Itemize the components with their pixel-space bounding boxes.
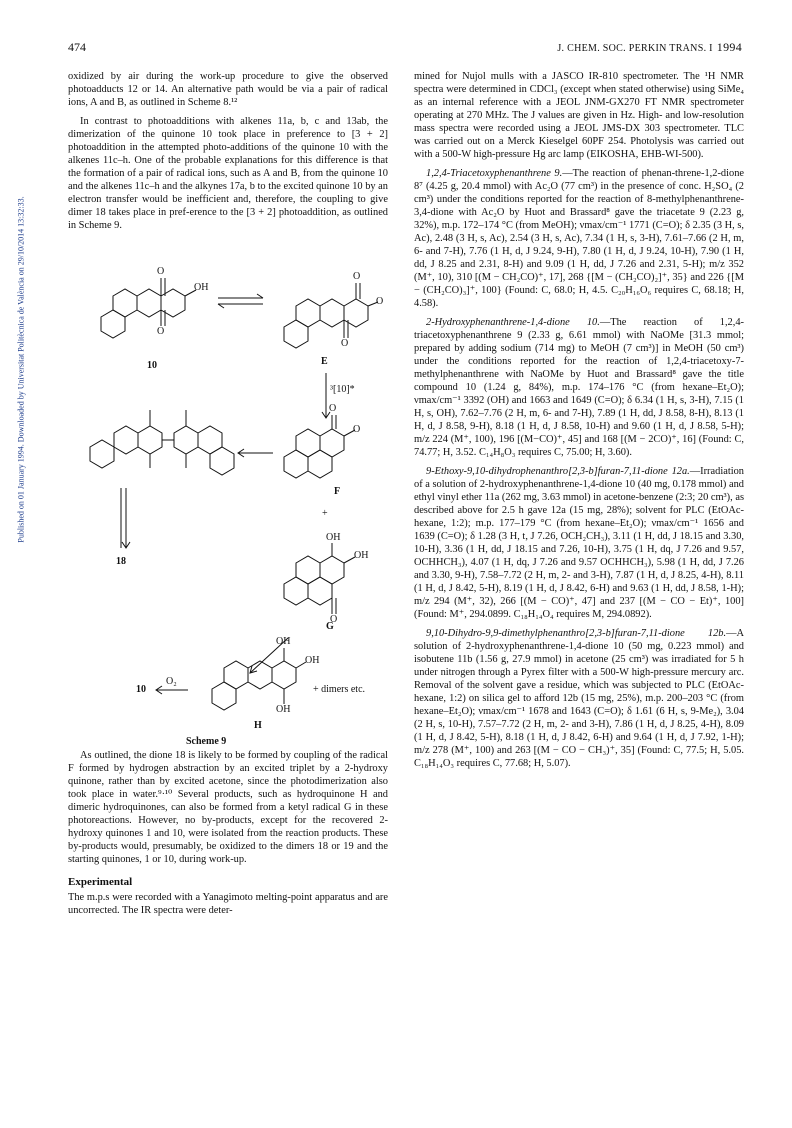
- left-column-bottom: [68, 749, 388, 923]
- oh-10: OH: [194, 282, 209, 293]
- label-G: G: [326, 621, 334, 632]
- oh-H-right: OH: [305, 655, 320, 666]
- oh-G-top: OH: [326, 532, 341, 543]
- o-10-top: O: [157, 266, 165, 277]
- o-F-right: O: [353, 424, 361, 435]
- compound-10-body: —The reaction of 1,2,4-triacetoxyphenanthrene 9 (2.33 g, 6.61 mmol) with NaOMe [31.3 mmol; prepared by adding sodium (714 mg) to MeOH (7 cm³)] in MeOH (50 cm³) under the conditions reported for the reaction of 1,2,4-triacetoxy-7-methylphenanthrene with NaOMe by Huot and Brassard⁸ gave the title compound 10 (1.24 g, 84%), m.p. 174–176 °C (from hexane–Et₂O); νmax/cm⁻¹ 3392 (OH) and 1663 and 1649 (C=O); δ 6.34 (1 H, s, 3-H), 7.15 (1 H, s, OH), 7.62–7.76 (2 H, m, 6- and 7-H), 7.89 (1 H, dd, J 8.58, 8-H), 8.13 (1 H, d, J 8.58, 9-H), 8.18 (1 H, d, J 8.58, 10-H) and 9.60 (1 H, d, J 8.58, 5-H); m/z 224 (M⁺, 100), 196 [(M−CO)⁺, 45] and 168 [(M − 2CO)⁺, 16] (Found: C, 74.77; H, 3.52. C₁₄H₈O₃ requires C, 75.00; H, 3.60).: [414, 317, 744, 458]
- o-10-bottom: O: [157, 326, 165, 337]
- left-column-top: [68, 70, 388, 238]
- oh-H-top: OH: [276, 636, 291, 647]
- left-para-4: The m.p.s were recorded with a Yanagimoto melting-point apparatus and are uncorrected. The IR spectra were deter-: [68, 892, 388, 916]
- compound-12a-para: [414, 465, 744, 621]
- structure-dimer: [90, 410, 234, 475]
- journal-year: 1994: [716, 40, 742, 54]
- experimental-heading: Experimental: [68, 876, 133, 888]
- compound-12b-para: [414, 627, 744, 770]
- journal-name: J. CHEM. SOC. PERKIN TRANS. I: [557, 43, 713, 54]
- structure-F: [284, 415, 355, 478]
- compound-10-title: 2-Hydroxyphenanthrene-1,4-dione 10.: [426, 317, 600, 328]
- plus-sign: +: [322, 508, 328, 519]
- compound-12a-body: —Irradiation of a solution of 2-hydroxyphenanthrene-1,4-dione 10 (40 mg, 0.178 mmol) and ethyl vinyl ether 11a (262 mg, 3.63 mmol) in acetone-benzene (2:3; 20 cm³), as described above for 2.5 h gave 12a (15 mg, 28%); solvent for PLC (EtOAc-hexane, 1:2); m.p. 177–179 °C (from hexane–Et₂O); νmax/cm⁻¹ 1656 and 1639 (C=O); δ 1.28 (3 H, t, J 7.26, OCH₂CH₃), 3.11 (1 H, dd, J 18.15 and 3.30, 10-H), 3.36 (1 H, dd, J 18.15 and 7.26, 10-H), 3.75 (1 H, dq, J 7.26 and 9.57, OCHHCH₃), 4.07 (1 H, dq, J 7.26 and 9.57 OCHHCH₃), 5.98 (1 H, dd, J 7.26 and 3.30, 9-H), 7.58–7.72 (2 H, m, 2- and 3-H), 7.87 (1 H, d, J 8.25, 4-H), 8.11 (1 H, d, J 8.42, 5-H), 8.19 (1 H, d, J 8.42, 6-H) and 9.63 (1 H, dd, J 8.58, 1-H); m/z 294 (M⁺, 32), 266 [(M − CO)⁺, 47] and 237 [(M − CO − Et)⁺, 100] (Found: M⁺, 294.0899. C₁₈H₁₄O₄ requires M, 294.0892).: [414, 466, 744, 620]
- scheme-9-drawing: [68, 258, 388, 748]
- oh-G-right: OH: [354, 550, 369, 561]
- scheme-caption: Scheme 9: [186, 736, 227, 747]
- journal-header: [557, 40, 742, 55]
- o-E-bottom: O: [341, 338, 349, 349]
- o-E-top: O: [353, 271, 361, 282]
- compound-12b-body: —A solution of 2-hydroxyphenanthrene-1,4-dione 10 (50 mg, 0.223 mmol) and isobutene 11b (1.56 g, 27.9 mmol) in acetone (25 cm³) was irradiated for 5 h under nitrogen through a Pyrex filter with a 500-W high-pressure mercury arc. Removal of the solvent gave a residue, which was subjected to PLC (EtOAc-hexane, 1:2) on silica gel to afford 12b (15 mg, 25%), m.p. 200–203 °C (from hexane–Et₂O); νmax/cm⁻¹ 1678 and 1643 (C=O); δ 1.61 (6 H, s, 9-Me₂), 3.04 (2 H, s, 10-H), 7.57–7.72 (2 H, m, 2- and 3-H), 7.86 (1 H, d, J 8.25, 4-H), 8.09 (1 H, d, J 8.42, 5-H), 8.18 (1 H, d, J 8.42, 6-H) and 9.64 (1 H, d, J 7.92, 1-H); m/z 278 (M⁺, 100) and 263 [(M − CO − CH₃)⁺, 35] (Found: C, 77.5; H, 5.05. C₁₈H₁₄O₃ requires C, 77.68; H, 5.07).: [414, 628, 744, 769]
- label-10: 10: [147, 360, 157, 371]
- left-para-1: oxidized by air during the work-up procedure to give the observed photoadducts 12 or 14. An alternative path would be via a pair of radical ions, A and B, as outlined in Scheme 8.¹²: [68, 71, 388, 108]
- dimers-etc: + dimers etc.: [313, 684, 366, 695]
- left-para-3: As outlined, the dione 18 is likely to be formed by coupling of the radical F formed by hydrogen abstraction by an excited triplet by a 2-hydroxy quinone, rather than by excited acetone, since the photodimerization also took place in water.⁹·¹⁰ Several products, such as hydroquinone H and dimeric hydroquinones, can also be formed from a ketyl radical G in these photoreactions. However, no by-products, except for the recovered 2-hydroxy quinones 1 and 10, were isolated from the reaction products. These by-products would, presumably, be oxidized to the dimers 18 or 19 and the starting quinones, 1 or 10, during work-up.: [68, 750, 388, 865]
- structure-E: [284, 283, 378, 348]
- download-sidebar: [14, 55, 28, 695]
- compound-10-para: [414, 316, 744, 459]
- download-notice: Published on 01 January 1994. Downloaded by Universitat Politècnica de València on 29/10/2014 13:32:33.: [16, 196, 26, 543]
- label-10-product: 10: [136, 684, 146, 695]
- label-F: F: [334, 486, 341, 497]
- o2-reagent: O₂: [166, 676, 177, 687]
- o-G-bottom: O: [330, 614, 338, 625]
- compound-12a-title: 9-Ethoxy-9,10-dihydrophenanthro[2,3-b]furan-7,11-dione 12a.: [426, 466, 690, 477]
- oh-H-bottom: OH: [276, 704, 291, 715]
- page-number: 474: [68, 40, 86, 54]
- o-F-top: O: [329, 403, 337, 414]
- compound-12b-title: 9,10-Dihydro-9,9-dimethylphenanthro[2,3-b]furan-7,11-dione 12b.: [426, 628, 727, 639]
- right-para-1: mined for Nujol mulls with a JASCO IR-810 spectrometer. The ¹H NMR spectra were determined in CDCl₃ (except when stated otherwise) using SiMe₄ as an internal reference with a JEOL JNM-GX270 FT NMR spectrometer operating at 270 MHz. The J values are given in Hz. High- and low-resolution mass spectra were recorded using a JEOL JMS-DX 303 spectrometer. TLC was carried out on a Merck Kieselgel 60PF 254. Photolysis was carried out with a 500-W high-pressure Hg arc lamp (EIKOSHA, EHB-WI-500).: [414, 71, 744, 160]
- right-column: [414, 70, 744, 776]
- scheme-9: [68, 258, 388, 798]
- label-E: E: [321, 356, 328, 367]
- label-H: H: [254, 720, 262, 731]
- compound-9-para: [414, 167, 744, 310]
- structure-G: [284, 543, 355, 614]
- step-label: ³[10]*: [330, 384, 355, 395]
- label-18: 18: [116, 556, 126, 567]
- o-E-right: O: [376, 296, 384, 307]
- structure-10: [101, 278, 196, 338]
- compound-9-body: —The reaction of phenan-threne-1,2-dione 8⁷ (4.25 g, 20.4 mmol) with Ac₂O (77 cm³) in the presence of conc. H₂SO₄ (2 cm³) under the conditions reported for the reaction of 8-methylphenanthrene-3,4-dione with Ac₂O by Huot and Brassard⁸ gave the triacetate 9 (2.23 g, 32%), m.p. 172–174 °C (from MeOH); νmax/cm⁻¹ 1771 (C=O); δ 2.35 (3 H, s, Ac), 2.48 (3 H, s, Ac), 2.54 (3 H, s, Ac), 7.34 (1 H, s, 3-H), 7.61–7.66 (2 H, m, 6- and 7-H), 7.76 (1 H, d, J 9.24, 9-H), 7.80 (1 H, d, J 9.24, 10-H), 7.90 (1 H, dd, J 8.25 and 2.31, 8-H) and 9.09 (1 H, dd, J 7.26 and 2.31, 5-H); m/z 352 (M⁺, 10), 310 [(M − CH₂CO)⁺, 17], 268 {[M − (CH₂CO)₂]⁺, 35} and 226 {[M − (CH₂CO)₃]⁺, 100} (Found: C, 68.0; H, 4.5. C₂₀H₁₆O₆ requires C, 68.18; H, 4.58).: [414, 168, 744, 309]
- compound-9-title: 1,2,4-Triacetoxyphenanthrene 9.: [426, 168, 563, 179]
- structure-H: [212, 648, 306, 710]
- left-para-2: In contrast to photoadditions with alkenes 11a, b, c and 13ab, the dimerization of the quinone 10 took place in preference to [3 + 2] photoaddition in the attempted photo-additions of the quinone 10 with the alkenes 11c–h. One of the probable explanations for this difference is that the formation of a pair of radical ions, such as A and B, from the quinone 10 and the alkenes 11c–h and the alkynes 17a, b to the excited quinone 10 by an electron transfer would be inefficient and, therefore, the coupling to give dimer 18 takes place in pref-erence to the [3 + 2] photoaddition, as outlined in Scheme 9.: [68, 116, 388, 231]
